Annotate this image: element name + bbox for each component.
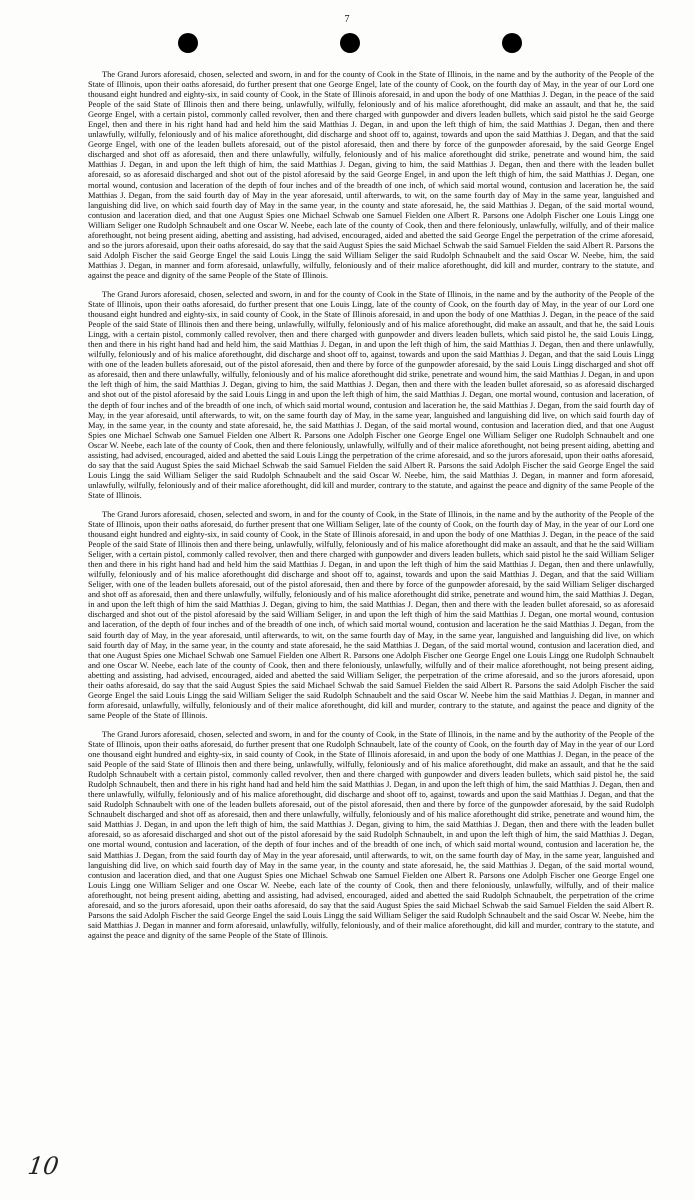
indictment-body [88,70,654,950]
punch-hole-center [340,33,360,53]
count-paragraph-schnaubelt: The Grand Jurors aforesaid, chosen, selected and sworn, in and for the county of Cook, in the State of Illinois, in the name and by the authority of the People of the State of Illinois, upon their oaths aforesaid, do further present that one Rudolph Schnaubelt, late of the county of Cook, on the fourth day of May in the year of our Lord one thousand eight hundred and eighty-six, in said county of Cook, in the State of Illinois aforesaid, in and upon the body of one Matthias J. Degan, in the peace of the said People of the said State of Illinois then and there being, unlawfully, wilfully, feloniously and of his malice aforethought, did make an assault, and that he the said Rudolph Schnaubelt with a certain pistol, commonly called revolver, then and there charged with gunpowder and divers leaden bullets, which said pistol he, the said Rudolph Schnaubelt, then and there in his right hand had and held him the said Matthias J. Degan, in and upon the left thigh of him, the said Matthias J. Degan, then and there unlawfully, wilfully, feloniously and of his malice aforethought, did discharge and shoot off to, against, towards and upon the said Matthias J. Degan, and that the said Rudolph Schnaubelt with one of the leaden bullets aforesaid, out of the pistol aforesaid, then and there by force of the gunpowder aforesaid, by the said Rudolph Schnaubelt discharged and shot off as aforesaid, then and there unlawfully, wilfully, feloniously and of his malice aforethought did strike, penetrate and wound him, the said Matthias J. Degan, in and upon the left thigh of him, the said Matthias J. Degan, giving to him, the said Matthias J. Degan, then and there with the leaden bullet aforesaid, so as aforesaid discharged and shot out of the pistol aforesaid by the said Rudolph Schnaubelt, in and upon the left thigh of him, the said Matthias J. Degan, one mortal wound, contusion and laceration, of the depth of four inches and of the breadth of one inch, of which said mortal wound, contusion and laceration he, the said Matthias J. Degan, from the said fourth day of May in the year aforesaid, until afterwards, to wit, on the same fourth day of May, in the same year, languished and languishing did live, on which said fourth day of May in the same year, in the county and state aforesaid, he, the said Matthias J. Degan, of the said mortal wound, contusion and laceration died, and that one August Spies one Michael Schwab one Samuel Fielden one Albert R. Parsons one Adolph Fischer one George Engel one Louis Lingg one William Seliger and one Oscar W. Neebe, each late of the county of Cook, then and there feloniously, unlawfully, wilfully, and of their malice aforethought, not being present aiding, abetting and assisting, had advised, encouraged, aided and abetted the said Rudolph Schnaubelt, the perpetration of the crime aforesaid, and so the jurors aforesaid, upon their oaths aforesaid, do say that the said August Spies the said Michael Schwab the said Samuel Fielden the said Albert R. Parsons the said Adolph Fischer the said George Engel the said Louis Lingg the said William Seliger the said Rudolph Schnaubelt and the said Oscar W. Neebe, him the said Matthias J. Degan in manner and form aforesaid, unlawfully, wilfully, feloniously, and of their malice aforethought, did kill and murder, contrary to the statute, and against the peace and dignity of the same People of the State of Illinois. [88,729,654,940]
handwritten-page-note: 10 [26,1152,61,1180]
punch-hole-right [502,33,522,53]
count-paragraph-engel: The Grand Jurors aforesaid, chosen, selected and sworn, in and for the county of Cook in the State of Illinois, in the name and by the authority of the People of the State of Illinois, upon their oaths aforesaid, do further present that one George Engel, late of the county of Cook, on the fourth day of May, in the year of our Lord one thousand eight hundred and eighty-six, in said county of Cook, in the State of Illinois aforesaid, in and upon the body of one Matthias J. Degan, in the peace of the said People of the said State of Illinois then and there being, unlawfully, wilfully, feloniously and of his malice aforethought, did make an assault, and that he, the said George Engel, with a certain pistol, commonly called revolver, then and there charged with gunpowder and divers leaden bullets, which said pistol he the said George Engel, then and there in his right hand had and held him the said Matthias J. Degan, in and upon the left thigh of him, the said Matthias J. Degan, then and there unlawfully, wilfully, feloniously and of his malice aforethought, did discharge and shoot off to, against, towards and upon the said Matthias J. Degan, and that the said George Engel, with one of the leaden bullets aforesaid, out of the pistol aforesaid, then and there by force of the gunpowder aforesaid, by the said George Engel discharged and shot off as aforesaid, then and there unlawfully, wilfully, feloniously and of his malice aforethought did strike, penetrate and wound him, the said Matthias J. Degan, in and upon the left thigh of him, the said Matthias J. Degan, giving to him, the said Matthias J. Degan, then and there with the leaden bullet aforesaid, so as aforesaid discharged and shot out of the pistol aforesaid by the said George Engel, in and upon the left thigh of him, the said Matthias J. Degan, one mortal wound, contusion and laceration of the depth of four inches and of the breadth of one inch, of which said mortal wound, contusion and laceration he, the said Matthias J. Degan, from the said fourth day of May in the year aforesaid, until afterwards, to wit, on the same fourth day of May in the same year, languished and languishing did live, on which said fourth day of May in the same year, in the county and state aforesaid, he, the said Matthias J. Degan, of the said mortal wound, contusion and laceration died, and that one August Spies one Michael Schwab one Samuel Fielden one Albert R. Parsons one Adolph Fischer one Louis Lingg one William Seliger one Rudolph Schnaubelt and one Oscar W. Neebe, each late of the county of Cook, then and there feloniously, unlawfully, wilfully, and of their malice aforethought, not being present aiding, abetting and assisting, had advised, encouraged, aided and abetted the said George Engel the perpetration of the crime aforesaid, and so the jurors aforesaid, upon their oaths aforesaid, do say that the said August Spies the said Michael Schwab the said Samuel Fielden the said Albert R. Parsons the said Adolph Fischer the said George Engel the said Louis Lingg the said William Seliger the said Rudolph Schnaubelt and the said Oscar W. Neebe, him, the said Matthias J. Degan, in manner and form aforesaid, unlawfully, wilfully, feloniously and of their malice aforethought, did kill and murder, contrary to the statute, and against the peace and dignity of the same People of the State of Illinois. [88,70,654,280]
punch-hole-left [178,33,198,53]
page-number: 7 [344,14,350,25]
count-paragraph-lingg: The Grand Jurors aforesaid, chosen, selected and sworn, in and for the county of Cook in the State of Illinois, in the name and by the authority of the People of the State of Illinois, upon their oaths aforesaid, do further present that one Louis Lingg, late of the county of Cook, on the fourth day of May, in the year of our Lord one thousand eight hundred and eighty-six, in said county of Cook, in the State of Illinois aforesaid, in and upon the body of one Matthias J. Degan, in the peace of the said People of the said State of Illinois then and there being, unlawfully, wilfully, feloniously and of his malice aforethought, did make an assault, and that he, the said Louis Lingg, with a certain pistol, commonly called revolver, then and there charged with gunpowder and divers leaden bullets, which said pistol he, the said Louis Lingg, then and there in his right hand had and held him, the said Matthias J. Degan, in and upon the left thigh of him, the said Matthias J. Degan, then and there unlawfully, wilfully, feloniously and of his malice aforethought, did discharge and shoot off to, against, towards and upon the said Matthias J. Degan, and that the said Louis Lingg with one of the leaden bullets aforesaid, out of the pistol aforesaid, then and there by force of the gunpowder aforesaid, by the said Louis Lingg discharged and shot off as aforesaid, then and there unlawfully, wilfully, feloniously and of his malice aforethought did strike, penetrate and wound him, the said Matthias J. Degan, in and upon the left thigh of him, the said Matthias J. Degan, giving to him, the said Matthias J. Degan, then and there with the leaden bullet aforesaid, so as aforesaid discharged and shot out of the pistol aforesaid by the said Louis Lingg in and upon the left thigh of him, the said Matthias J. Degan, one mortal wound, contusion and laceration, of the depth of four inches and of the breadth of one inch, of which said mortal wound, contusion and laceration he, the said Matthias J. Degan, from the said fourth day of May, in the year aforesaid, until afterwards, to wit, on the same fourth day of May, in the same year, languished and languishing did live, on which said fourth day of May, in the same year, in the county and state aforesaid, he, the said Matthias J. Degan, of the said mortal wound, contusion and laceration died, and that one August Spies one Michael Schwab one Samuel Fielden one Albert R. Parsons one Adolph Fischer one George Engel one William Seliger one Rudolph Schnaubelt and one Oscar W. Neebe, each late of the county of Cook, then and there feloniously, unlawfully, wilfully and of their malice aforethought, not being present aiding, abetting and assisting, had advised, encouraged, aided and abetted the said Louis Lingg the perpetration of the crime aforesaid, and so the jurors aforesaid, upon their oaths aforesaid, do say that the said August Spies the said Michael Schwab the said Samuel Fielden the said Albert R. Parsons the said Adolph Fischer the said George Engel the said Louis Lingg the said William Seliger the said Rudolph Schnaubelt and the said Oscar W. Neebe, him, the said Matthias J. Degan, in manner and form aforesaid, unlawfully, wilfully, feloniously and of their malice aforethought, did kill and murder, contrary to the statute, and against the peace and dignity of the same People of the State of Illinois. [88,289,654,500]
count-paragraph-seliger: The Grand Jurors aforesaid, chosen, selected and sworn, in and for the county of Cook, in the State of Illinois, in the name and by the authority of the People of the State of Illinois, upon their oaths aforesaid, do further present that one William Seliger, late of the county of Cook, on the fourth day of May, in the year of our Lord one thousand eight hundred and eighty-six, in said county of Cook, in the State of Illinois aforesaid, in and upon the body of one Matthias J. Degan, in the peace of the said People of the said State of Illinois then and there being, unlawfully, wilfully, feloniously and of his malice aforethought did make an assault, and that he the said William Seliger, with a certain pistol, commonly called revolver, then and there charged with gunpowder and divers leaden bullets, which said pistol he the said William Seliger then and there in his right hand had and held him the said Matthias J. Degan, in and upon the left thigh of him the said Matthias J. Degan, then and there unlawfully, wilfully, feloniously and of his malice aforethought did discharge and shoot off to, against, towards and upon the said Matthias J. Degan, and that the said William Seliger, with one of the leaden bullets aforesaid, out of the pistol aforesaid, then and there by force of the gunpowder aforesaid, by the said William Seliger discharged and shot off as aforesaid, then and there unlawfully, wilfully, feloniously and of his malice aforethought did strike, penetrate and wound him, the said Matthias J. Degan, in and upon the left thigh of him the said Matthias J. Degan, giving to him, the said Matthias J. Degan, then and there with the leaden bullet aforesaid, so as aforesaid discharged and shot out of the pistol aforesaid by the said William Seliger, in and upon the left thigh of him the said Matthias J. Degan, one mortal wound, contusion and laceration, of the depth of four inches and of the breadth of one inch, of which said mortal wound, contusion and laceration he the said Matthias J. Degan, from the said fourth day of May, in the year aforesaid, until afterwards, to wit, on the same fourth day of May, in the same year, languished and languishing did live, on which said fourth day of May, in the same year, in the county and state aforesaid, he the said Matthias J. Degan, of the said mortal wound, contusion and laceration died, and that one August Spies one Michael Schwab one Samuel Fielden one Albert R. Parsons one Adolph Fischer one George Engel one Louis Lingg one Rudolph Schnaubelt and one Oscar W. Neebe, each late of the county of Cook, then and there feloniously, unlawfully, wilfully and of their malice aforethought, not being present aiding, abetting and assisting, had advised, encouraged, aided and abetted the said William Seliger, the perpetration of the crime aforesaid, and so the jurors aforesaid, upon their oaths aforesaid, do say that the said August Spies the said Michael Schwab the said Samuel Fielden the said Albert R. Parsons the said Adolph Fischer the said George Engel the said Louis Lingg the said William Seliger the said Rudolph Schnaubelt and the said Oscar W. Neebe him the said Matthias J. Degan, in manner and form aforesaid, unlawfully, wilfully, feloniously and of their malice aforethought, did kill and murder, contrary to the statute, and against the peace and dignity of the same People of the State of Illinois. [88,509,654,720]
